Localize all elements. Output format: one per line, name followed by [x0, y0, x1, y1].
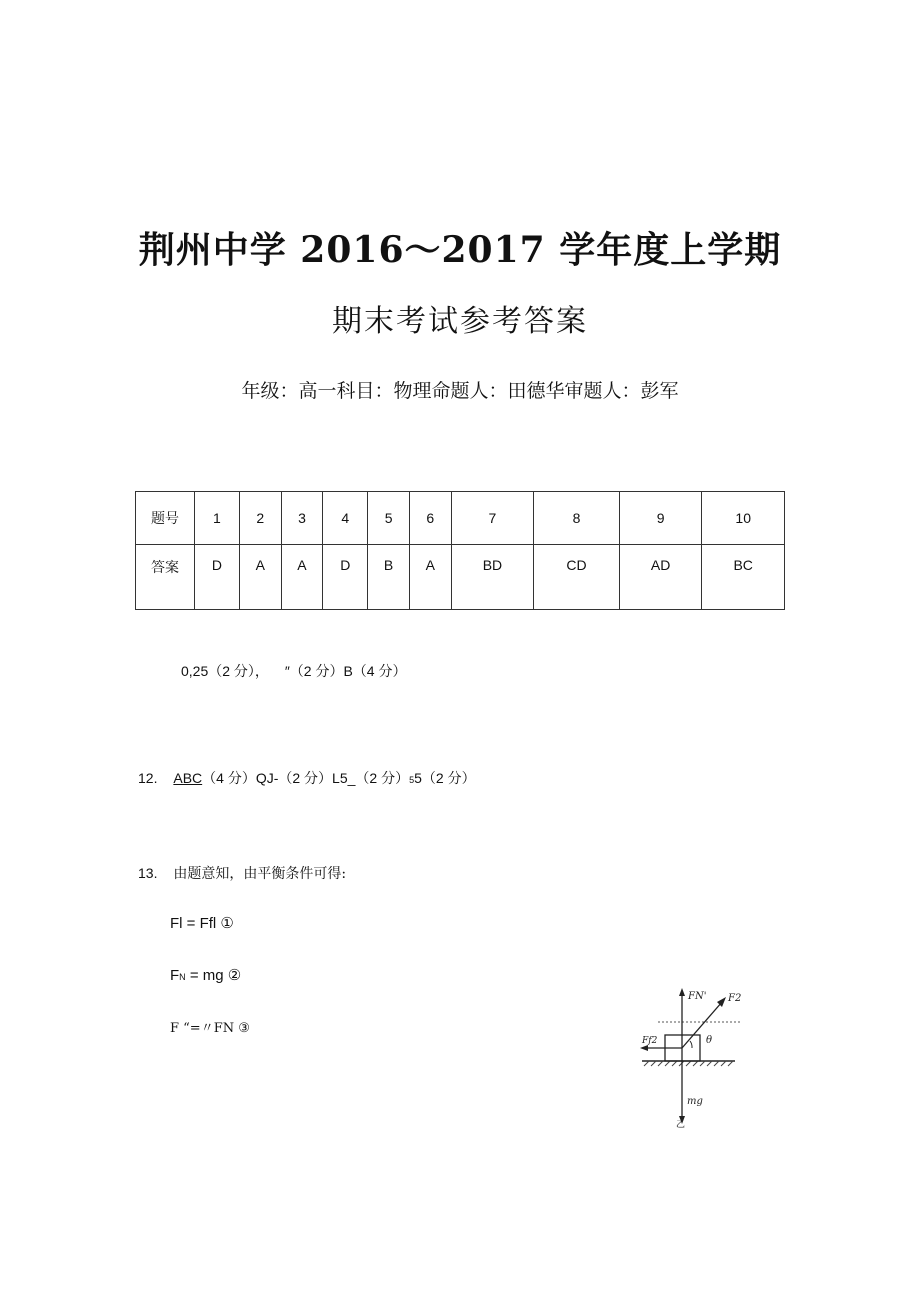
- q12-sub: 5: [409, 775, 415, 785]
- answer-cell: BD: [451, 545, 534, 610]
- question-number: 10: [702, 492, 785, 545]
- q12-rest-2: 5（2 分）: [414, 770, 476, 786]
- angle-label: θ: [706, 1035, 713, 1046]
- answer-cell: A: [409, 545, 451, 610]
- question-number: 4: [323, 492, 368, 545]
- answer-cell: D: [195, 545, 240, 610]
- exam-meta: 年级：高一科目：物理命题人：田德华审题人：彭军: [241, 380, 679, 402]
- q13-intro-line: [138, 863, 346, 883]
- q13-eq2-b: = mg ②: [185, 967, 242, 984]
- title-line-1: 荆州中学 2016～2017 学年度上学期: [138, 229, 782, 271]
- question-number: 5: [368, 492, 410, 545]
- answer-cell: BC: [702, 545, 785, 610]
- friction-force-label: Ff2: [642, 1036, 658, 1046]
- force-diagram: [630, 980, 750, 1130]
- answer-cell: A: [239, 545, 281, 610]
- normal-force-label: FN': [688, 991, 707, 1002]
- answer-row: [136, 545, 785, 610]
- q13-eq3: F “=〃FN ③: [170, 1021, 250, 1036]
- q12-answer: [138, 768, 476, 788]
- q13-eq2: [170, 966, 241, 984]
- answer-cell: AD: [619, 545, 702, 610]
- answer-cell: A: [281, 545, 323, 610]
- q11-part-b: ″（2 分）B（4 分）: [284, 663, 407, 679]
- gravity-label: mg: [687, 1096, 703, 1107]
- normal-force-arrowhead: [679, 988, 685, 996]
- q12-number: 12.: [138, 770, 158, 786]
- q13-eq2-sub: N: [179, 972, 186, 982]
- question-number: 3: [281, 492, 323, 545]
- q12-rest-1: （4 分）QJ-（2 分）L5_（2 分）: [202, 770, 410, 786]
- question-number: 7: [451, 492, 534, 545]
- question-number: 2: [239, 492, 281, 545]
- answer-label: 答案: [136, 545, 195, 610]
- question-number: 6: [409, 492, 451, 545]
- applied-force-label: F2: [728, 993, 742, 1004]
- q12-abc: ABC: [173, 770, 203, 786]
- answer-cell: CD: [534, 545, 620, 610]
- question-number-row: [136, 492, 785, 545]
- q11-answer: [181, 661, 406, 681]
- q11-part-a: 0,25（2 分），: [181, 663, 269, 679]
- answer-cell: D: [323, 545, 368, 610]
- q13-number: 13.: [138, 865, 158, 881]
- title-line-2: 期末考试参考答案: [332, 304, 588, 339]
- question-number: 9: [619, 492, 702, 545]
- angle-arc: [690, 1041, 692, 1048]
- question-number-label: 题号: [136, 492, 195, 545]
- question-number: 8: [534, 492, 620, 545]
- answer-table: [135, 491, 785, 610]
- q13-intro: 由题意知，由平衡条件可得:: [173, 866, 347, 882]
- q13-eq2-a: F: [170, 967, 180, 984]
- answer-cell: B: [368, 545, 410, 610]
- diagram-caption: 乙: [676, 1120, 686, 1130]
- q13-eq1: Fl = Ffl ①: [170, 915, 234, 932]
- applied-force-line: [682, 1002, 722, 1048]
- question-number: 1: [195, 492, 240, 545]
